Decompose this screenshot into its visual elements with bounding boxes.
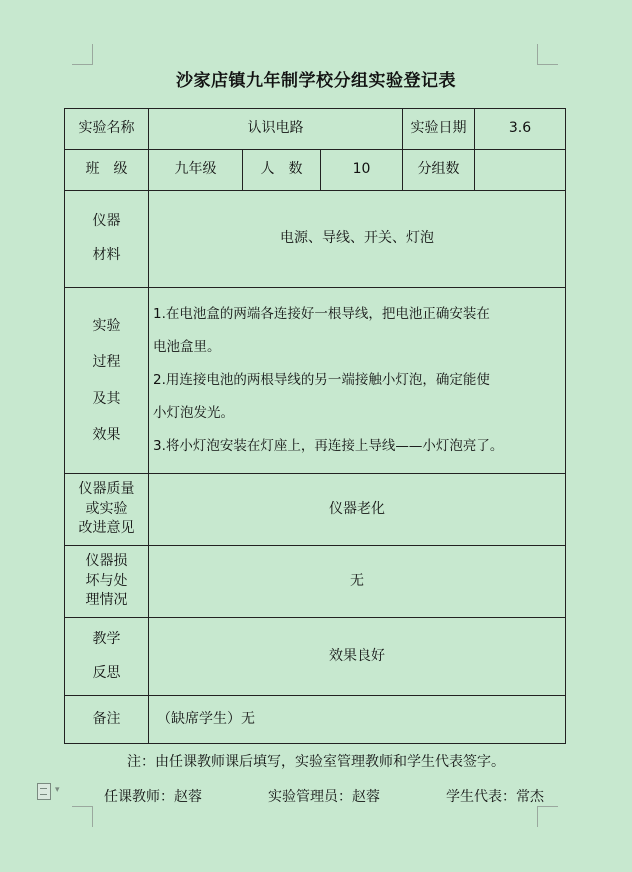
chevron-down-icon[interactable]: ▾ [55,785,60,795]
count-value[interactable]: 10 [321,150,403,191]
process-label [65,288,149,474]
process-label-line: 效果 [92,426,121,443]
quality-label-line: 改进意见 [78,520,135,537]
document-icon[interactable] [37,783,51,800]
process-value[interactable] [149,288,566,474]
process-line: 1.在电池盒的两端各连接好一根导线，把电池正确安装在 [153,305,490,322]
materials-label [65,191,149,288]
reflection-label-line: 教学 [92,630,121,647]
damage-label [65,546,149,618]
damage-label-line: 坏与处 [85,572,128,589]
process-line: 2.用连接电池的两根导线的另一端接触小灯泡，确定能使 [153,371,490,388]
process-line: 电池盒里。 [153,338,221,355]
damage-value[interactable]: 无 [149,546,566,618]
signature-row [104,786,544,806]
reflection-label-line: 反思 [92,664,121,681]
remarks-label: 备注 [65,696,149,744]
quality-label-line: 仪器质量 [78,481,135,498]
materials-label-line: 仪器 [92,213,121,230]
page-corner-mark [72,806,93,827]
teacher-signature: 任课教师：赵蓉 [104,789,202,805]
count-label: 人 数 [243,150,321,191]
class-label: 班 级 [65,150,149,191]
student-rep-signature: 学生代表：常杰 [446,789,544,805]
page-title: 沙家店镇九年制学校分组实验登记表 [176,71,456,91]
quality-label [65,474,149,546]
footer-note: 注：由任课教师课后填写，实验室管理教师和学生代表签字。 [127,754,505,770]
damage-label-line: 理情况 [85,592,128,609]
reflection-value[interactable]: 效果良好 [149,618,566,696]
experiment-name-value[interactable]: 认识电路 [149,109,403,150]
page-corner-mark [537,44,558,65]
process-label-line: 实验 [92,317,121,334]
process-line: 3.将小灯泡安装在灯座上，再连接上导线——小灯泡亮了。 [153,438,504,455]
reflection-label [65,618,149,696]
page-corner-mark [72,44,93,65]
experiment-name-label: 实验名称 [65,109,149,150]
materials-label-line: 材料 [92,247,121,263]
lab-admin-signature: 实验管理员：赵蓉 [268,789,380,805]
process-line: 小灯泡发光。 [153,405,234,422]
process-label-line: 及其 [92,390,121,407]
groups-label: 分组数 [403,150,475,191]
damage-label-line: 仪器损 [85,553,128,570]
experiment-date-label: 实验日期 [403,109,475,150]
registration-table [64,108,566,744]
class-value[interactable]: 九年级 [149,150,243,191]
quality-value[interactable]: 仪器老化 [149,474,566,546]
materials-value[interactable]: 电源、导线、开关、灯泡 [149,191,566,288]
remarks-value[interactable]: （缺席学生）无 [149,696,566,744]
experiment-date-value[interactable]: 3.6 [475,109,566,150]
groups-value[interactable] [475,150,566,191]
quality-label-line: 或实验 [85,500,128,517]
page-corner-mark [537,806,558,827]
process-label-line: 过程 [92,354,121,371]
